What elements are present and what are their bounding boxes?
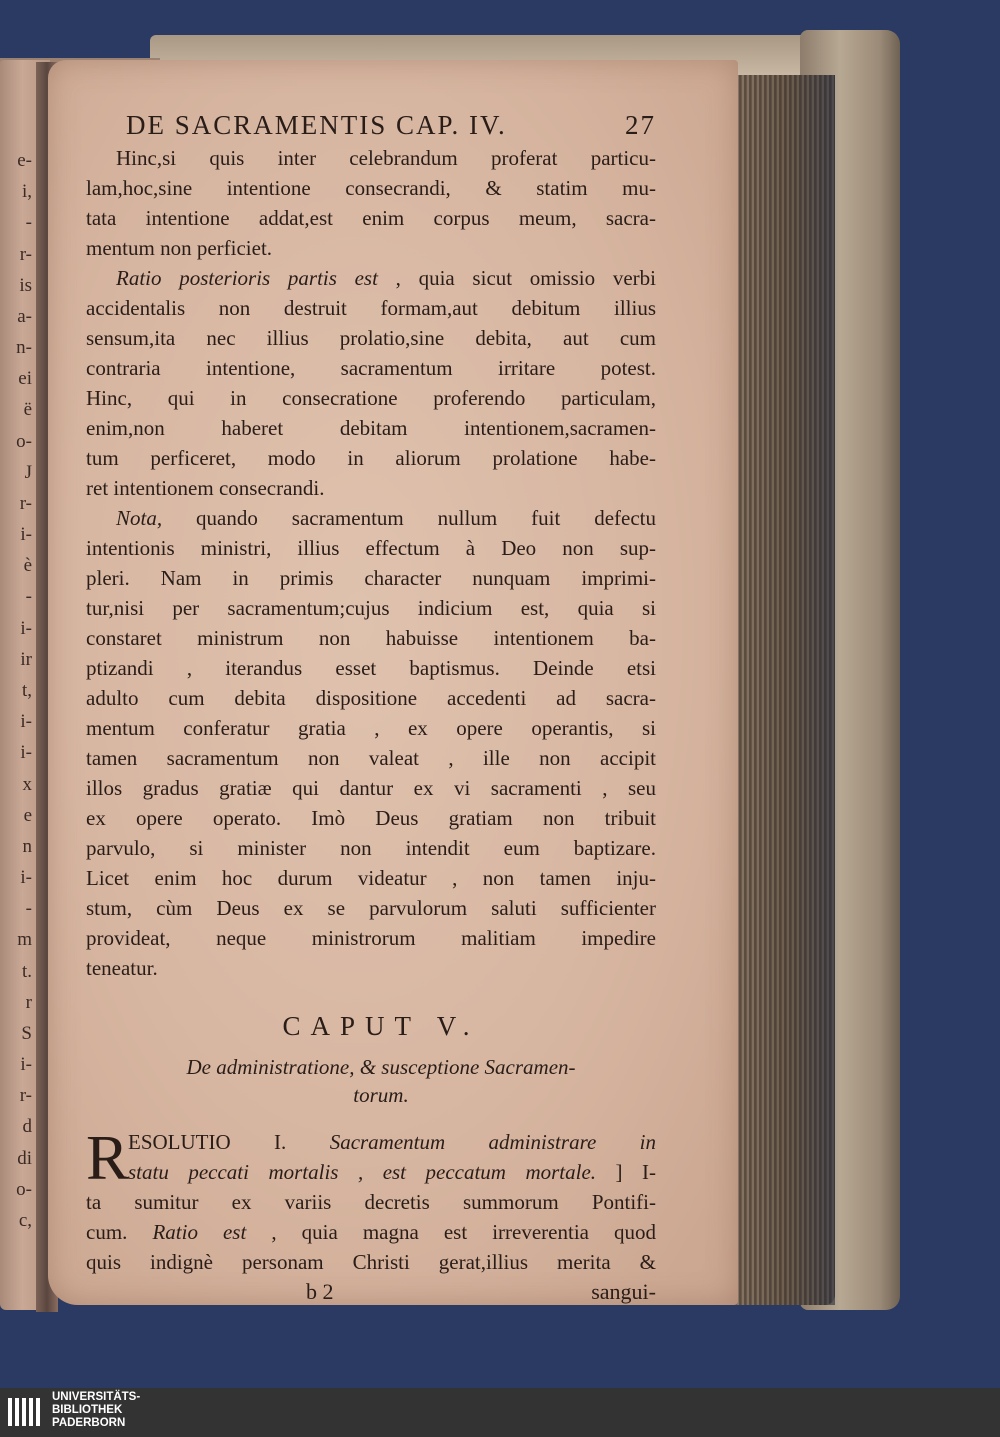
left-page-fragment: i- (20, 711, 32, 733)
running-header (126, 110, 656, 141)
text-line (86, 1157, 656, 1187)
left-page-fragment: i, (21, 181, 32, 203)
library-name (52, 1391, 140, 1430)
text-line: adulto cum debita dispositione accedenti ad sacra- (86, 686, 656, 710)
left-page-fragment: is (19, 274, 32, 296)
left-page-fragment: a- (17, 305, 32, 327)
left-page-fragment: ir (20, 648, 32, 670)
left-page-fragment: d (22, 1116, 32, 1138)
left-page-fragment: i- (20, 524, 32, 546)
resolutio-statement-cont: statu peccati mortalis , est peccatum mortale. (128, 1160, 597, 1184)
library-name-line: BIBLIOTHEK (52, 1404, 123, 1416)
left-page-fragment: n- (16, 337, 32, 359)
paragraph-3 (86, 503, 656, 983)
text-line: enim,non haberet debitam intentionem,sacramen- (86, 416, 656, 440)
text-line: provideat, neque ministrorum malitiam impedire (86, 926, 656, 950)
text-line (86, 1127, 656, 1157)
left-page-fragment: o- (16, 1178, 32, 1200)
text-line (86, 263, 656, 293)
text-line: tata intentione addat,est enim corpus meum, sacra- (86, 206, 656, 230)
resolutio-label: ESOLUTIO I. (128, 1130, 287, 1154)
text-line: tur,nisi per sacramentum;cujus indicium est, quia si (86, 596, 656, 620)
text-line: mentum non perficiet. (86, 236, 273, 260)
text-line: tamen sacramentum non valeat , ille non accipit (86, 746, 656, 770)
text-line (86, 503, 656, 533)
library-logo-icon (6, 1394, 46, 1430)
left-page-fragment: i- (20, 1054, 32, 1076)
ratio-lead: Ratio posterioris partis est (116, 266, 378, 290)
text-line: intentionis ministri, illius effectum à Deo non sup- (86, 536, 656, 560)
text-line: ta sumitur ex variis decretis summorum Pontifi- (86, 1190, 656, 1214)
ratio-rest: , quia sicut omissio verbi (395, 266, 656, 290)
nota-lead: Nota, (116, 506, 163, 530)
text-line: ret intentionem consecrandi. (86, 476, 325, 500)
left-page-fragment: o- (16, 430, 32, 452)
left-page-fragment: i- (20, 617, 32, 639)
resolutio-statement: Sacramentum administrare in (329, 1130, 657, 1154)
chapter-heading: CAPUT V. (282, 1011, 480, 1041)
left-page-fragment: - (25, 212, 32, 234)
text-line: ptizandi , iterandus esset baptismus. Deinde etsi (86, 656, 656, 680)
text-line: illos gradus gratiæ qui dantur ex vi sacramenti , seu (86, 776, 656, 800)
left-page-fragment: di (17, 1147, 32, 1169)
ratio-est: Ratio est (152, 1220, 247, 1244)
left-page-fragment: ë (23, 399, 32, 421)
text-line (86, 1217, 656, 1247)
drop-cap: R (86, 1122, 129, 1193)
library-name-line: PADERBORN (52, 1417, 126, 1429)
catchword: sangui- (591, 1279, 656, 1304)
left-page-fragment: r (25, 991, 32, 1013)
text-line: Hinc,si quis inter celebrandum proferat particu- (116, 146, 656, 170)
left-page-fragment: r- (19, 492, 32, 514)
left-page-fragment: c, (18, 1210, 32, 1231)
left-page-fragment: - (25, 586, 32, 608)
text-line: mentum conferatur gratia , ex opere operantis, si (86, 716, 656, 740)
paragraph-2 (86, 263, 656, 503)
text-line: lam,hoc,sine intentione consecrandi, & statim mu- (86, 176, 656, 200)
page-text (86, 110, 656, 1309)
left-page-fragment: i- (20, 742, 32, 764)
left-page-fragment: m (17, 929, 32, 951)
text-line: sensum,ita nec illius prolatio,sine debita, aut cum (86, 326, 656, 350)
library-logo-bar (0, 1388, 1000, 1437)
nota-rest: quando sacramentum nullum fuit defectu (196, 506, 656, 530)
left-page-fragment: t, (21, 680, 32, 701)
text-line: Hinc, qui in consecratione proferendo particulam, (86, 386, 656, 410)
text-line: Licet enim hoc durum videatur , non tamen inju- (86, 866, 656, 890)
chapter-subtitle-2: torum. (353, 1083, 409, 1107)
resolutio-block (86, 1122, 657, 1277)
paragraph-1 (86, 143, 656, 263)
left-page-fragment: ei (18, 368, 32, 390)
left-page-fragment: x (22, 773, 32, 795)
text-line: quis indignè personam Christi gerat,illius merita & (86, 1250, 656, 1274)
left-page-fragment: J (24, 461, 32, 483)
cum-word: cum. (86, 1220, 128, 1244)
text-line: constaret ministrum non habuisse intentionem ba- (86, 626, 656, 650)
left-page-fragment: n (22, 835, 32, 857)
text-line: contraria intentione, sacramentum irritare potest. (86, 356, 656, 380)
left-page-fragment: è (23, 555, 32, 577)
left-page-fragment: r- (19, 1085, 32, 1107)
left-page-fragment: S (21, 1022, 32, 1044)
library-name-line: UNIVERSITÄTS- (52, 1391, 141, 1403)
left-page-fragment: r- (19, 243, 32, 265)
chapter-subtitle-1: De administratione, & susceptione Sacramen- (186, 1055, 576, 1079)
left-page-fragment: e- (17, 150, 32, 171)
line4-rest: , quia magna est irreverentia quod (271, 1220, 657, 1244)
left-page-fragment: - (25, 898, 32, 920)
left-page-fragment: t. (21, 960, 32, 982)
text-line: accidentalis non destruit formam,aut debitum illius (86, 296, 656, 320)
text-line: pleri. Nam in primis character nunquam imprimi- (86, 566, 656, 590)
text-line: tum perficeret, modo in aliorum prolatione habe- (86, 446, 656, 470)
text-line: teneatur. (86, 956, 158, 980)
left-page-fragment: e (23, 804, 32, 826)
signature-mark: b 2 (306, 1279, 334, 1304)
page-number: 27 (625, 110, 656, 140)
resolutio-bracket: ] I- (615, 1160, 657, 1184)
text-line: stum, cùm Deus ex se parvulorum saluti sufficienter (86, 896, 656, 920)
text-line: ex opere operato. Imò Deus gratiam non tribuit (86, 806, 656, 830)
left-page-fragment: i- (20, 867, 32, 889)
running-title: DE SACRAMENTIS CAP. IV. (126, 110, 507, 140)
page-footer (86, 1279, 656, 1309)
text-line: parvulo, si minister non intendit eum baptizare. (86, 836, 656, 860)
